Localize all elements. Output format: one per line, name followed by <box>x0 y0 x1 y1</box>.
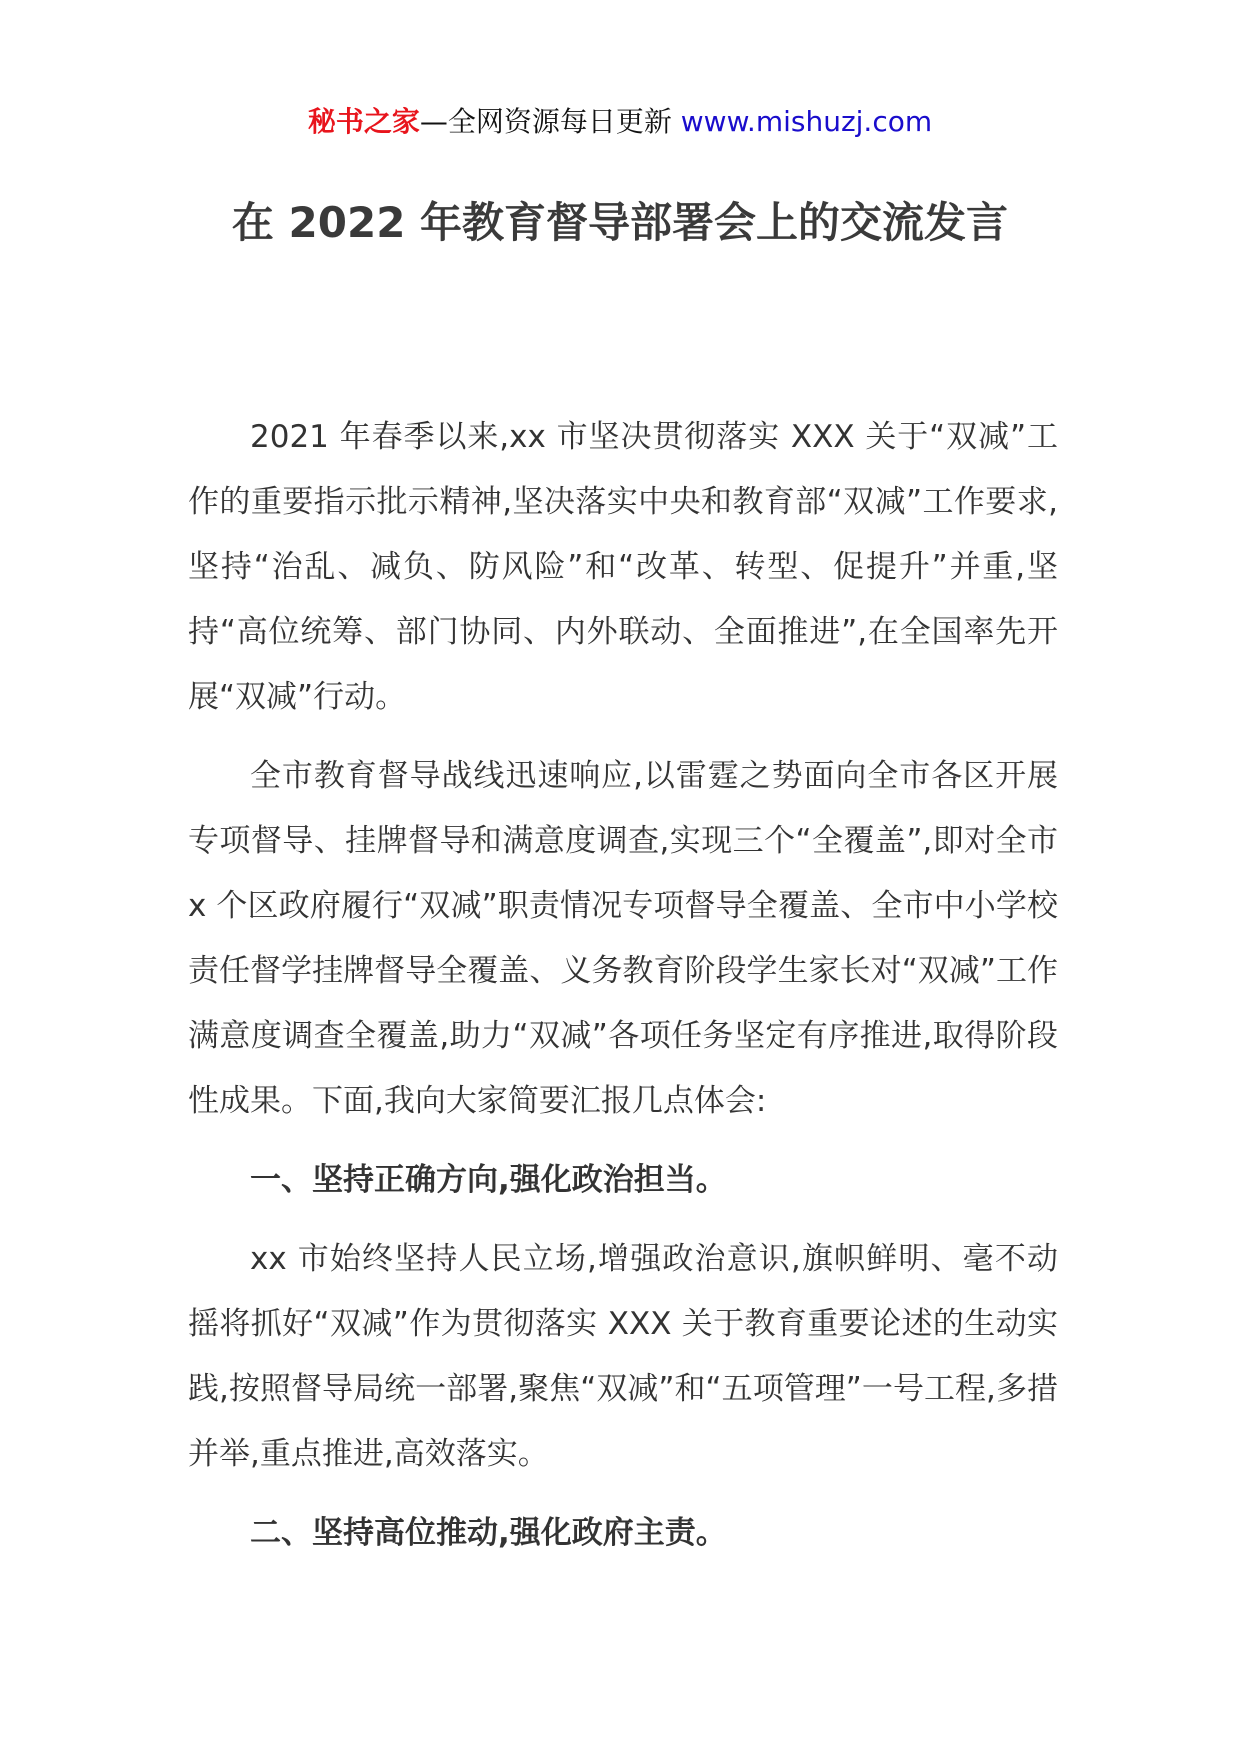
document-title: 在 2022 年教育督导部署会上的交流发言 <box>231 198 1009 247</box>
section-heading-2: 二、坚持高位推动,强化政府主责。 <box>250 1515 727 1551</box>
website-link[interactable]: www.mishuzj.com <box>680 105 933 138</box>
section-paragraph-1: xx 市始终坚持人民立场,增强政治意识,旗帜鲜明、毫不动摇将抓好“双减”作为贯彻落实 XXX 关于教育重要论述的生动实践,按照督导局统一部署,聚焦“双减”和“五项管理”一号工程,多措并举,重点推进,高效落实。 <box>188 1241 1058 1472</box>
header-tagline: —全网资源每日更新 <box>419 105 681 138</box>
paragraph-intro: 2021 年春季以来,xx 市坚决贯彻落实 XXX 关于“双减”工作的重要指示批示精神,坚决落实中央和教育部“双减”工作要求,坚持“治乱、减负、防风险”和“改革、转型、促提升”并重,坚持“高位统筹、部门协同、内外联动、全面推进”,在全国率先开展“双减”行动。 <box>188 419 1058 715</box>
section-heading-1: 一、坚持正确方向,强化政治担当。 <box>250 1162 727 1198</box>
header-banner <box>0 102 1240 142</box>
brand-name: 秘书之家 <box>307 105 420 138</box>
document-body <box>188 405 1058 1580</box>
paragraph-overview: 全市教育督导战线迅速响应,以雷霆之势面向全市各区开展专项督导、挂牌督导和满意度调查,实现三个“全覆盖”,即对全市 x 个区政府履行“双减”职责情况专项督导全覆盖、全市中小学校责任督学挂牌督导全覆盖、义务教育阶段学生家长对“双减”工作满意度调查全覆盖,助力“双减”各项任务坚定有序推进,取得阶段性成果。下面,我向大家简要汇报几点体会: <box>188 758 1058 1119</box>
